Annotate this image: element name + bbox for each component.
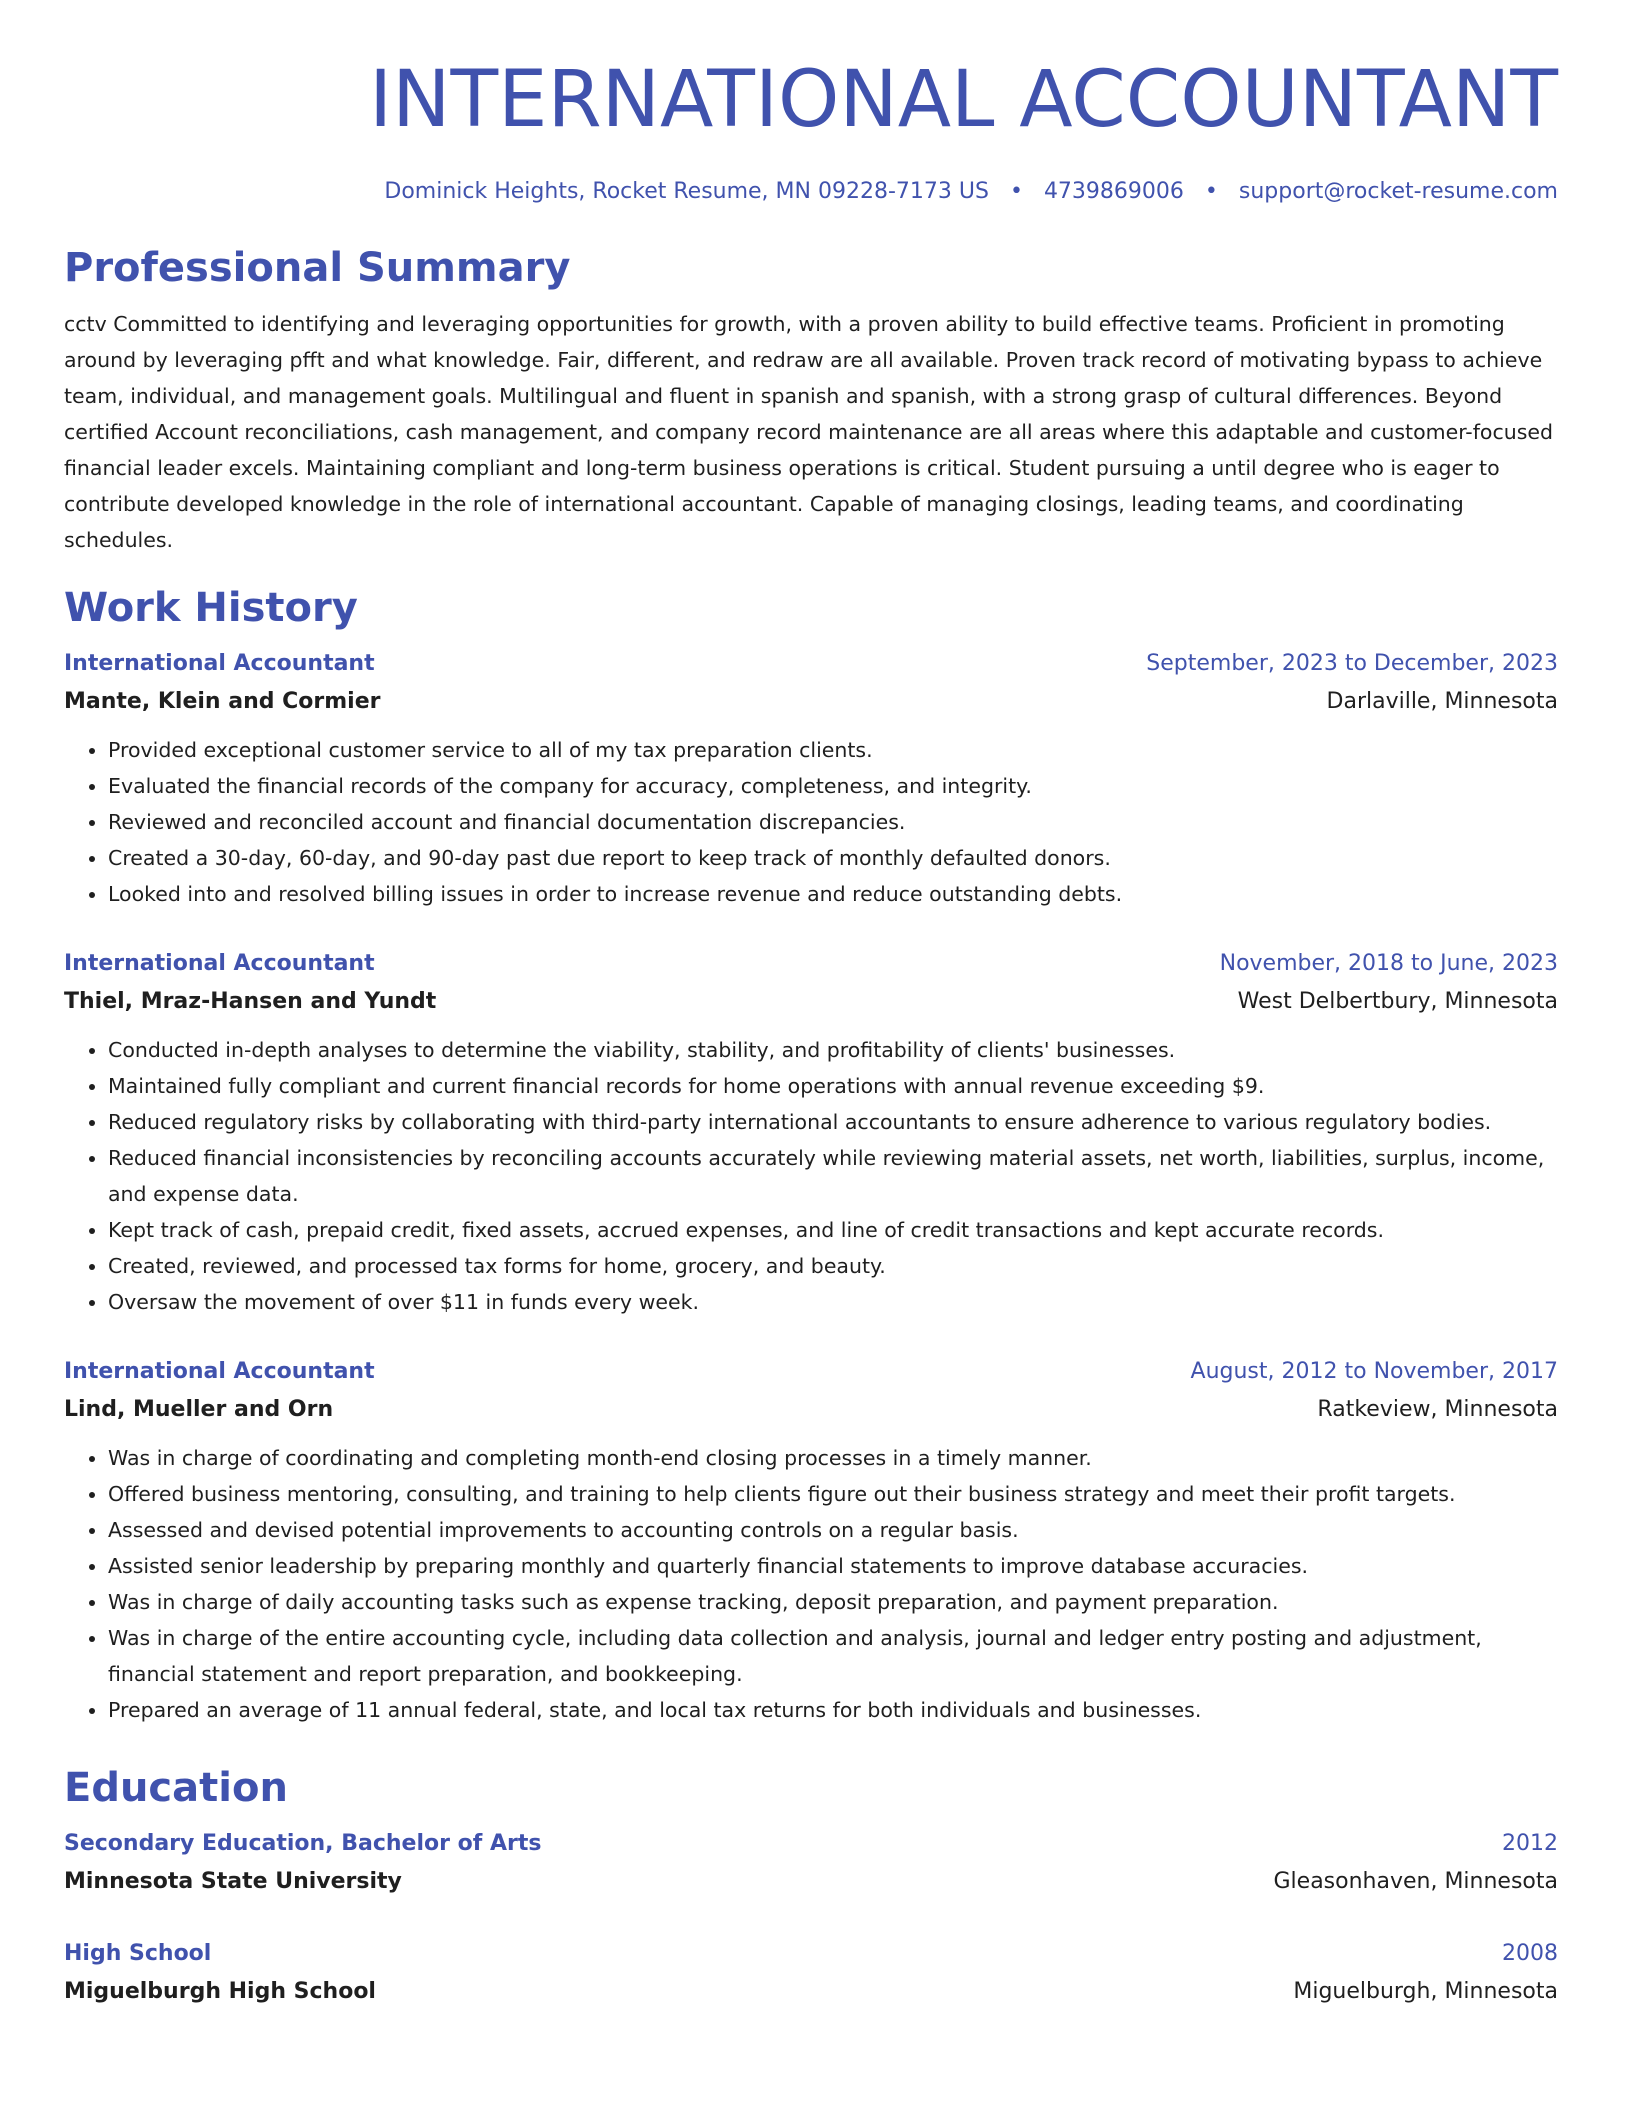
job-company: Thiel, Mraz-Hansen and Yundt xyxy=(64,989,437,1014)
job-title: International Accountant xyxy=(64,1359,375,1384)
education-header-row xyxy=(64,1828,1558,1860)
contact-address: Dominick Heights, Rocket Resume, MN 09228-7173 US xyxy=(384,179,989,204)
education-entry xyxy=(64,1938,1558,2008)
job-location: Ratkeview, Minnesota xyxy=(1317,1397,1558,1422)
job-bullet: • Assisted senior leadership by preparing monthly and quarterly financial statements to improve database accuracies. xyxy=(108,1548,1558,1584)
job-bullet: • Was in charge of coordinating and completing month-end closing processes in a timely manner. xyxy=(108,1440,1558,1476)
summary-text: cctv Committed to identifying and leveraging opportunities for growth, with a proven ability to build effective teams. Proficient in promoting around by leveraging pfft and what knowledge. Fair, different, and redraw are all available. Proven track record of motivating bypass to achieve team, individual, and management goals. Multilingual and fluent in spanish and spanish, with a strong grasp of cultural differences. Beyond certified Account reconciliations, cash management, and company record maintenance are all areas where this adaptable and customer-focused financial leader excels. Maintaining compliant and long-term business operations is critical. Student pursuing a until degree who is eager to contribute developed knowledge in the role of international accountant. Capable of managing closings, leading teams, and coordinating schedules. xyxy=(64,312,1554,552)
job-company-row xyxy=(64,986,1558,1018)
education-school: Miguelburgh High School xyxy=(64,1979,376,2004)
job-bullet: • Kept track of cash, prepaid credit, fixed assets, accrued expenses, and line of credit transactions and kept accurate records. xyxy=(108,1212,1558,1248)
resume-header xyxy=(64,0,1558,208)
job-bullet: • Reduced regulatory risks by collaborating with third-party international accountants to ensure adherence to various regulatory bodies. xyxy=(108,1104,1558,1140)
education-degree: Secondary Education, Bachelor of Arts xyxy=(64,1831,542,1856)
job-bullet: • Looked into and resolved billing issues in order to increase revenue and reduce outstanding debts. xyxy=(108,876,1558,912)
job-header-row xyxy=(64,948,1558,980)
job-bullets xyxy=(64,1440,1558,1728)
education-year: 2012 xyxy=(1502,1831,1558,1856)
job-title: International Accountant xyxy=(64,651,375,676)
job-bullet: • Was in charge of the entire accounting cycle, including data collection and analysis, journal and ledger entry posting and adjustment, financial statement and report preparation, and bookkeeping. xyxy=(108,1620,1558,1692)
education-location: Gleasonhaven, Minnesota xyxy=(1273,1869,1558,1894)
contact-separator: • xyxy=(1009,179,1023,204)
job-company-row xyxy=(64,1394,1558,1426)
contact-line xyxy=(64,176,1558,208)
contact-email[interactable]: support@rocket-resume.com xyxy=(1238,179,1558,204)
education-heading: Education xyxy=(64,1765,288,1811)
job-bullet: • Reviewed and reconciled account and financial documentation discrepancies. xyxy=(108,804,1558,840)
job-bullet: • Maintained fully compliant and current financial records for home operations with annual revenue exceeding $9. xyxy=(108,1068,1558,1104)
education-degree: High School xyxy=(64,1941,212,1966)
contact-phone[interactable]: 4739869006 xyxy=(1043,179,1184,204)
job-dates: September, 2023 to December, 2023 xyxy=(1146,651,1558,676)
education-school-row xyxy=(64,1866,1558,1898)
job-company: Mante, Klein and Cormier xyxy=(64,689,381,714)
job-dates: November, 2018 to June, 2023 xyxy=(1219,951,1558,976)
job-bullet: • Reduced financial inconsistencies by reconciling accounts accurately while reviewing material assets, net worth, liabilities, surplus, income, and expense data. xyxy=(108,1140,1558,1212)
job-company: Lind, Mueller and Orn xyxy=(64,1397,334,1422)
job-bullets xyxy=(64,732,1558,912)
education-entry xyxy=(64,1828,1558,1898)
job-entry xyxy=(64,648,1558,912)
resume-page xyxy=(64,0,1558,2008)
job-entry xyxy=(64,1356,1558,1728)
job-location: Darlaville, Minnesota xyxy=(1326,689,1558,714)
job-bullet: • Was in charge of daily accounting tasks such as expense tracking, deposit preparation, and payment preparation. xyxy=(108,1584,1558,1620)
education-school-row xyxy=(64,1976,1558,2008)
contact-separator: • xyxy=(1204,179,1218,204)
education-header-row xyxy=(64,1938,1558,1970)
job-bullet: • Conducted in-depth analyses to determine the viability, stability, and profitability of clients' businesses. xyxy=(108,1032,1558,1068)
education-school: Minnesota State University xyxy=(64,1869,402,1894)
summary-heading: Professional Summary xyxy=(64,245,571,291)
job-header-row xyxy=(64,1356,1558,1388)
job-bullet: • Created a 30-day, 60-day, and 90-day past due report to keep track of monthly defaulted donors. xyxy=(108,840,1558,876)
job-bullet: • Provided exceptional customer service to all of my tax preparation clients. xyxy=(108,732,1558,768)
job-location: West Delbertbury, Minnesota xyxy=(1237,989,1558,1014)
job-bullet: • Oversaw the movement of over $11 in funds every week. xyxy=(108,1284,1558,1320)
job-title: International Accountant xyxy=(64,951,375,976)
job-dates: August, 2012 to November, 2017 xyxy=(1190,1359,1558,1384)
job-entry xyxy=(64,948,1558,1320)
job-company-row xyxy=(64,686,1558,718)
education-location: Miguelburgh, Minnesota xyxy=(1293,1979,1558,2004)
job-bullets xyxy=(64,1032,1558,1320)
job-header-row xyxy=(64,648,1558,680)
job-bullet: • Prepared an average of 11 annual federal, state, and local tax returns for both individuals and businesses. xyxy=(108,1692,1558,1728)
job-bullet: • Created, reviewed, and processed tax forms for home, grocery, and beauty. xyxy=(108,1248,1558,1284)
job-bullet: • Offered business mentoring, consulting, and training to help clients figure out their business strategy and meet their profit targets. xyxy=(108,1476,1558,1512)
candidate-title: INTERNATIONAL ACCOUNTANT xyxy=(369,55,1558,145)
job-bullet: • Evaluated the financial records of the company for accuracy, completeness, and integrity. xyxy=(108,768,1558,804)
education-year: 2008 xyxy=(1502,1941,1558,1966)
work-history-heading: Work History xyxy=(64,585,358,631)
job-bullet: • Assessed and devised potential improvements to accounting controls on a regular basis. xyxy=(108,1512,1558,1548)
